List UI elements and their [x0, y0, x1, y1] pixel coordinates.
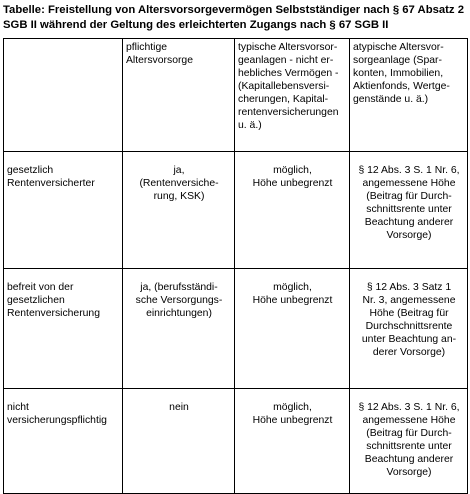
header-cell-empty: [4, 39, 123, 152]
atypisch-cell: § 12 Abs. 3 Satz 1 Nr. 3, angemessene Höhe (Beitrag für Durchschnittsrente unter Beachtung an- derer Vorsorge): [350, 269, 468, 389]
pflichtig-cell: ja, (berufsständi- sche Versorgungs- einrichtungen): [123, 269, 235, 389]
typisch-cell: möglich, Höhe unbegrenzt: [235, 269, 350, 389]
table-row: [4, 152, 468, 269]
header-cell-atypische-altersvorsorge: atypische Altersvor- sorgeanlage (Spar- konten, Immobilien, Aktienfonds, Wertge- genstände u. ä.): [350, 39, 468, 152]
header-cell-typische-altersvorsorge: typische Altersvorsor- geanlagen - nicht er- hebliches Vermögen - (Kapitallebensversi- cherungen, Kapital- rentenversicherungen u. ä.): [235, 39, 350, 152]
pflichtig-cell: nein: [123, 389, 235, 494]
document-title: Tabelle: Freistellung von Altersvorsorgevermögen Selbstständiger nach § 67 Absatz 2 SGB II während der Geltung des erleichterten Zugangs nach § 67 SGB II: [3, 4, 465, 31]
typisch-cell: möglich, Höhe unbegrenzt: [235, 389, 350, 494]
typisch-cell: möglich, Höhe unbegrenzt: [235, 152, 350, 269]
pflichtig-cell: ja, (Rentenversiche- rung, KSK): [123, 152, 235, 269]
table-row: [4, 269, 468, 389]
header-cell-pflichtige-altersvorsorge: pflichtige Altersvorsorge: [123, 39, 235, 152]
table-header-row: [4, 39, 468, 152]
row-label-cell: gesetzlich Rentenversicherter: [4, 152, 123, 269]
retirement-assets-table: [3, 38, 468, 494]
atypisch-cell: § 12 Abs. 3 S. 1 Nr. 6, angemessene Höhe (Beitrag für Durch- schnittsrente unter Beachtung anderer Vorsorge): [350, 389, 468, 494]
atypisch-cell: § 12 Abs. 3 S. 1 Nr. 6, angemessene Höhe (Beitrag für Durch- schnittsrente unter Beachtung anderer Vorsorge): [350, 152, 468, 269]
row-label-cell: befreit von der gesetzlichen Rentenversicherung: [4, 269, 123, 389]
table-row: [4, 389, 468, 494]
row-label-cell: nicht versicherungspflichtig: [4, 389, 123, 494]
